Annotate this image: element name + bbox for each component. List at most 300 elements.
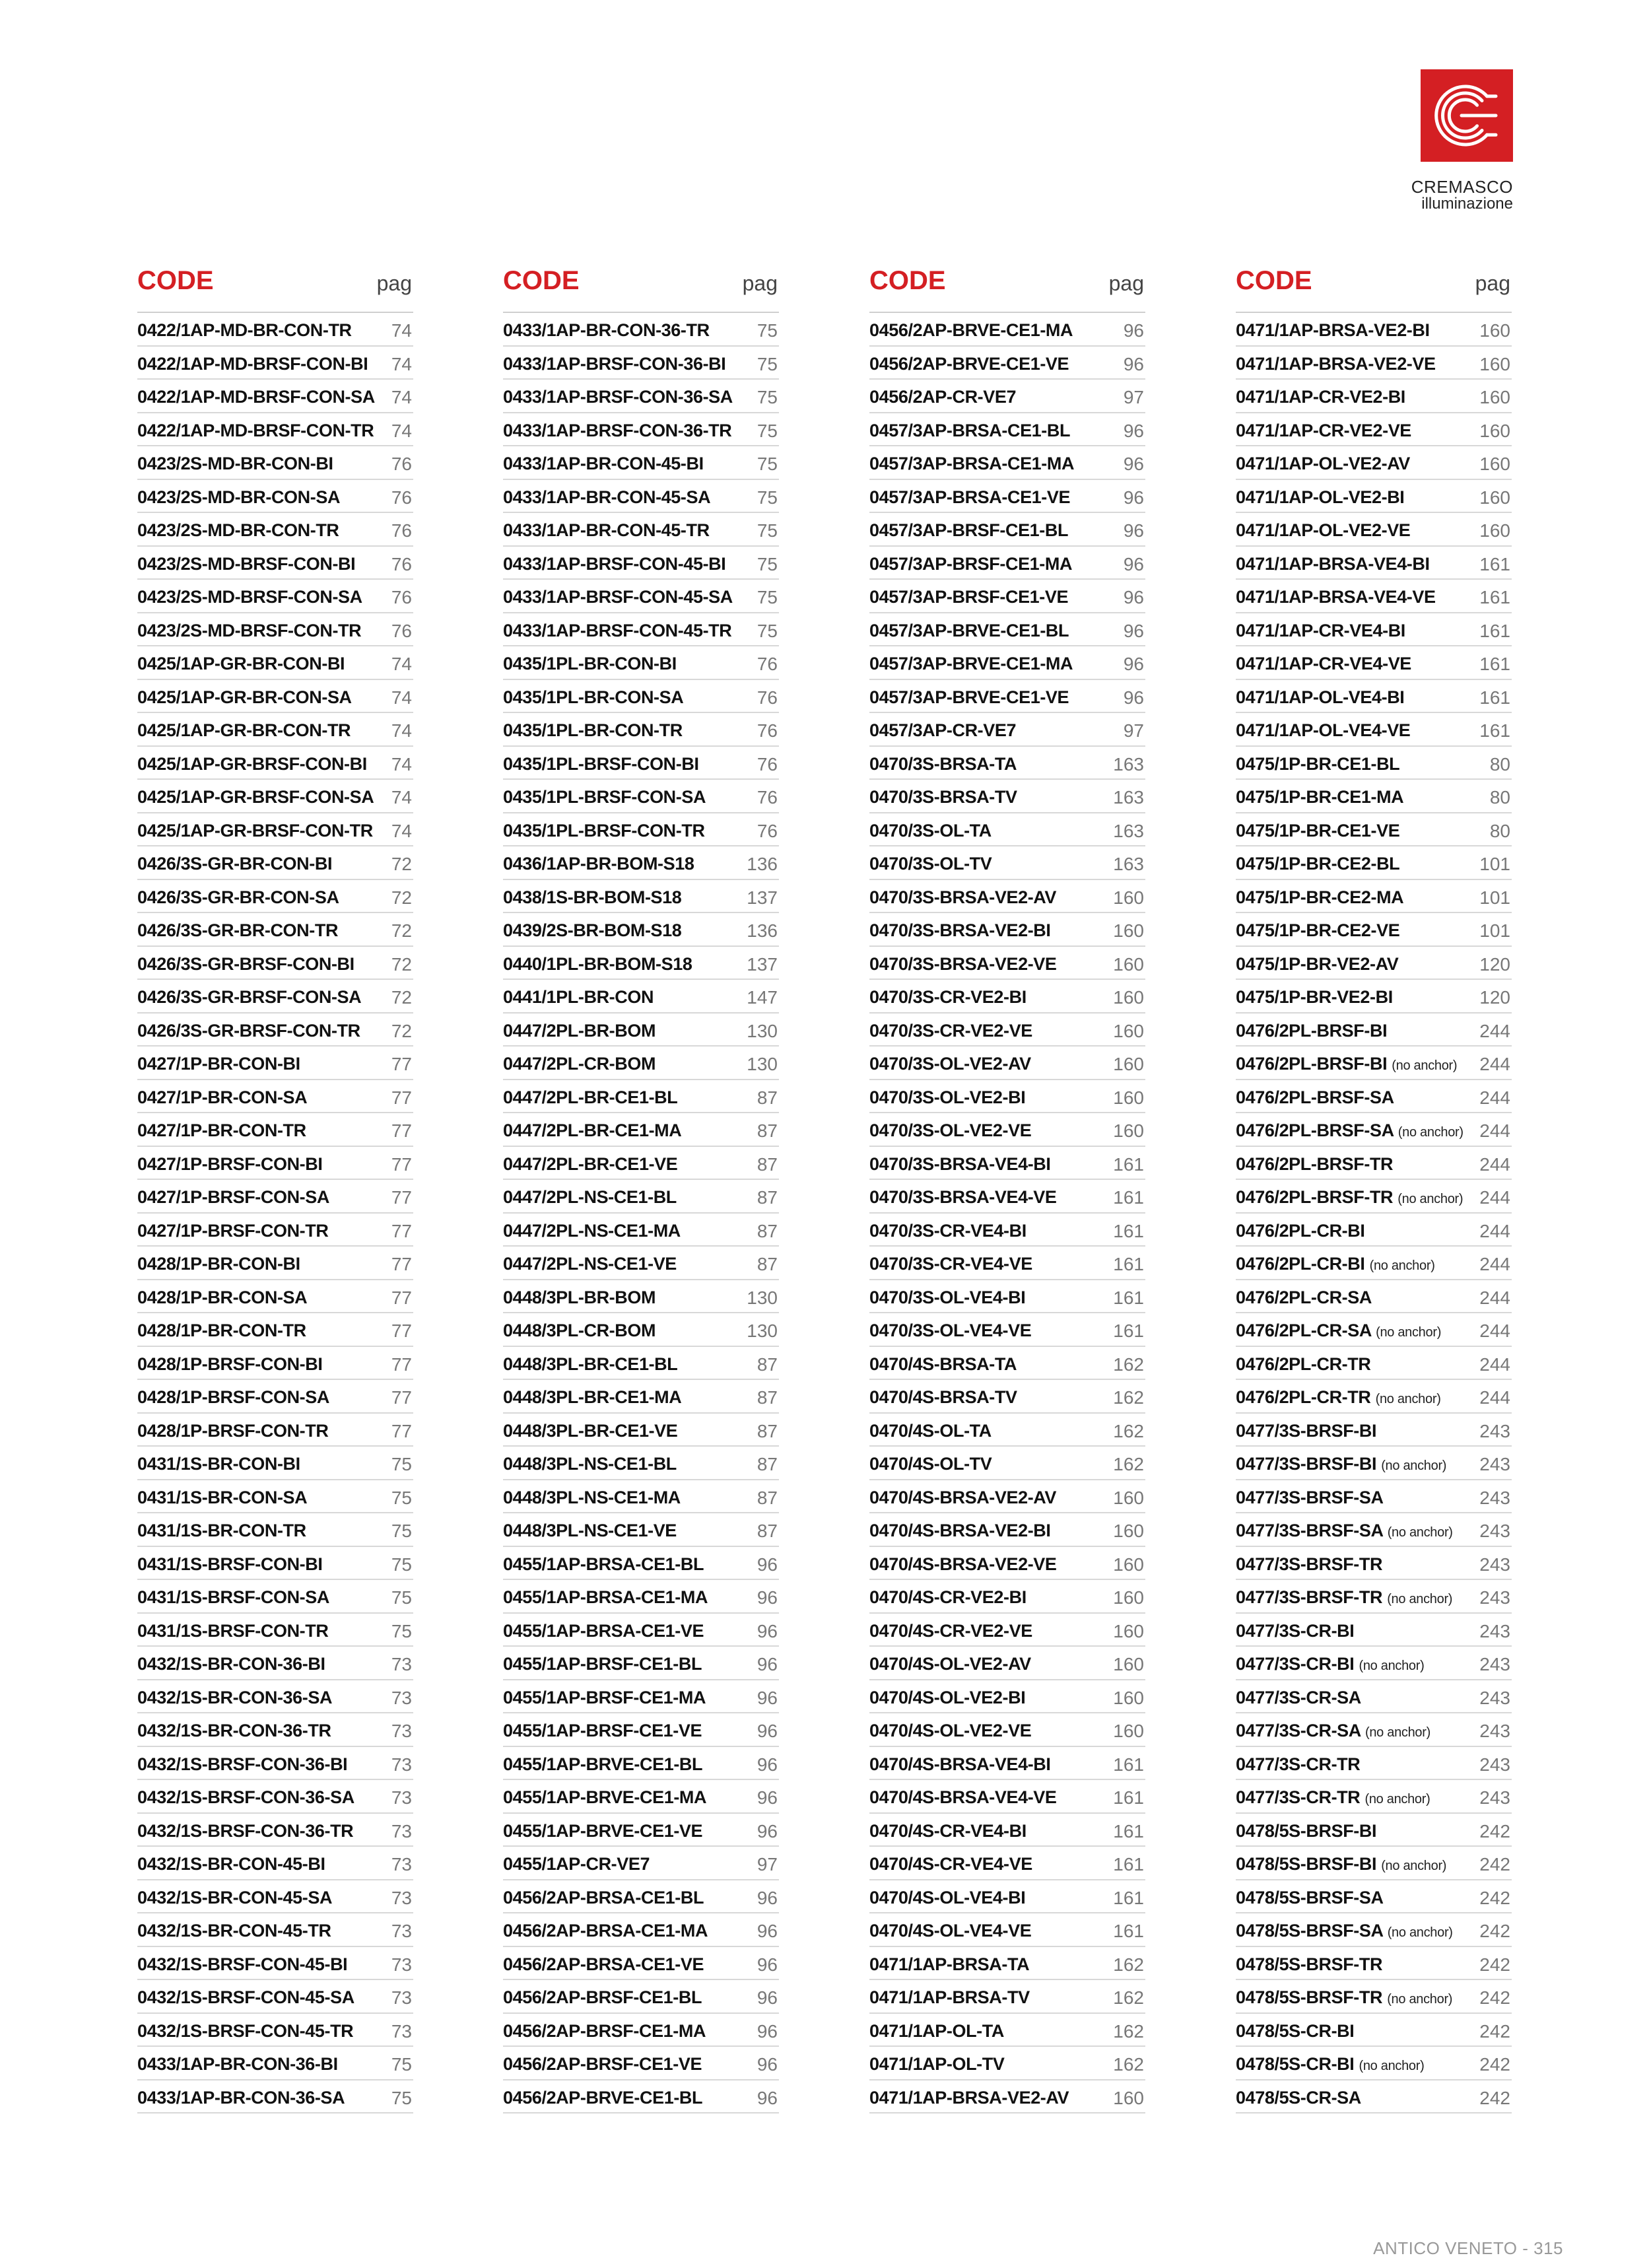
page-footer: ANTICO VENETO - 315 — [1373, 2238, 1563, 2258]
page-number: 162 — [1113, 1454, 1144, 1474]
product-code — [869, 653, 1073, 674]
product-code — [503, 1053, 656, 1074]
product-code — [137, 1920, 331, 1941]
product-code — [869, 1220, 1026, 1241]
product-code-text: 0477/3S-CR-TR — [1236, 1787, 1361, 1807]
table-row — [503, 547, 779, 580]
product-code-text: 0476/2PL-BRSF-SA — [1236, 1087, 1394, 1107]
table-row — [137, 1380, 413, 1414]
product-code-text: 0422/1AP-MD-BRSF-CON-BI — [137, 353, 368, 374]
table-row — [869, 313, 1145, 347]
product-code-text: 0448/3PL-NS-CE1-MA — [503, 1487, 681, 1507]
page-number: 75 — [757, 487, 778, 508]
table-row — [137, 2047, 413, 2080]
page-number: 77 — [391, 1187, 412, 1208]
product-code-text: 0470/4S-CR-VE4-BI — [869, 1820, 1026, 1841]
product-code — [869, 720, 1016, 741]
product-code — [1236, 1120, 1464, 1143]
table-row — [1236, 1047, 1512, 1080]
page-number: 73 — [391, 1687, 412, 1708]
table-row — [869, 813, 1145, 847]
table-row — [503, 713, 779, 747]
product-code — [137, 820, 373, 841]
page-number: 77 — [391, 1254, 412, 1274]
product-code — [503, 1153, 677, 1175]
product-code — [137, 1020, 360, 1041]
product-code-text: 0426/3S-GR-BRSF-CON-SA — [137, 987, 362, 1007]
product-code-text: 0447/2PL-BR-BOM — [503, 1020, 656, 1041]
product-code — [1236, 1087, 1394, 1108]
page-number: 160 — [1113, 1120, 1144, 1141]
product-code — [503, 920, 681, 941]
product-code-text: 0448/3PL-BR-CE1-MA — [503, 1387, 682, 1407]
table-row — [869, 1147, 1145, 1181]
page-number: 130 — [747, 1287, 778, 1308]
page-number: 75 — [391, 1487, 412, 1508]
product-code — [869, 1153, 1051, 1175]
product-code-text: 0476/2PL-CR-TR — [1236, 1387, 1371, 1407]
product-code — [503, 1387, 681, 1408]
table-row — [869, 413, 1145, 447]
product-code — [869, 1787, 1057, 1808]
page-number: 76 — [391, 620, 412, 641]
table-row — [1236, 1580, 1512, 1614]
product-code — [869, 1320, 1031, 1341]
page-number: 160 — [1113, 1487, 1144, 1508]
page-number: 96 — [1123, 654, 1144, 674]
table-row — [869, 1214, 1145, 1247]
product-code — [503, 1887, 704, 1908]
table-row — [137, 880, 413, 914]
table-row — [503, 1214, 779, 1247]
product-code — [503, 1354, 677, 1375]
page-number: 120 — [1479, 987, 1510, 1008]
product-code — [1236, 920, 1399, 941]
product-code-text: 0456/2AP-BRVE-CE1-MA — [869, 320, 1073, 340]
product-code-text: 0470/3S-OL-VE2-AV — [869, 1054, 1031, 1074]
table-row — [869, 1814, 1145, 1847]
product-code-text: 0425/1AP-GR-BR-CON-BI — [137, 654, 345, 673]
page-number: 80 — [1489, 787, 1510, 808]
product-code-text: 0455/1AP-BRSA-CE1-MA — [503, 1587, 708, 1607]
page-number: 160 — [1113, 1654, 1144, 1674]
product-code-text: 0425/1AP-GR-BR-CON-SA — [137, 687, 352, 707]
product-code — [503, 620, 731, 641]
page-number: 76 — [757, 753, 778, 774]
product-code-text: 0455/1AP-CR-VE7 — [503, 1854, 650, 1874]
table-row — [1236, 846, 1512, 880]
product-code-text: 0456/2AP-BRSA-CE1-MA — [503, 1921, 708, 1941]
product-code-text: 0433/1AP-BRSF-CON-36-TR — [503, 420, 732, 440]
product-code-text: 0478/5S-CR-BI — [1236, 2054, 1355, 2074]
product-code — [137, 1620, 328, 1641]
product-code-text: 0432/1S-BRSF-CON-36-SA — [137, 1787, 354, 1807]
table-row — [869, 613, 1145, 647]
page-number: 160 — [1113, 1620, 1144, 1641]
page-number: 97 — [1123, 720, 1144, 741]
product-code-text: 0428/1P-BR-CON-TR — [137, 1321, 306, 1340]
product-code — [503, 1120, 681, 1141]
table-row — [1236, 1313, 1512, 1347]
page-number: 74 — [391, 353, 412, 374]
table-row — [503, 1180, 779, 1214]
product-code — [137, 487, 340, 508]
page-number: 76 — [391, 487, 412, 508]
table-row — [503, 747, 779, 780]
page-number: 96 — [757, 2020, 778, 2042]
page-number: 242 — [1479, 1921, 1510, 1941]
product-code-text: 0457/3AP-BRSF-CE1-VE — [869, 587, 1069, 607]
table-row — [869, 1347, 1145, 1381]
product-code-text: 0457/3AP-BRVE-CE1-BL — [869, 620, 1069, 640]
page-number: 243 — [1479, 1521, 1510, 1541]
table-row — [137, 1547, 413, 1581]
product-code — [137, 1687, 332, 1708]
page-number: 96 — [757, 1554, 778, 1575]
product-code — [137, 420, 374, 441]
product-code-text: 0433/1AP-BR-CON-36-SA — [137, 2087, 345, 2108]
page-number: 76 — [391, 454, 412, 474]
page-number: 72 — [391, 887, 412, 908]
table-row — [503, 1080, 779, 1114]
table-row — [503, 580, 779, 613]
page-number: 80 — [1489, 753, 1510, 774]
page-number: 75 — [757, 587, 778, 607]
product-code-text: 0432/1S-BRSF-CON-45-BI — [137, 1954, 348, 1974]
table-row — [1236, 2080, 1512, 2114]
table-row — [1236, 1614, 1512, 1647]
product-code-text: 0448/3PL-BR-CE1-VE — [503, 1420, 678, 1441]
page-number: 96 — [1123, 420, 1144, 441]
product-code — [869, 1620, 1032, 1641]
product-code-text: 0471/1AP-BRSA-VE2-VE — [1236, 353, 1436, 374]
product-code — [503, 353, 725, 374]
page-number: 244 — [1479, 1254, 1510, 1274]
product-code — [503, 953, 692, 975]
product-code-text: 0470/4S-OL-VE2-AV — [869, 1654, 1031, 1674]
product-code — [503, 1754, 702, 1775]
table-row — [137, 1713, 413, 1747]
page-number: 160 — [1113, 1020, 1144, 1041]
page-number: 96 — [1123, 487, 1144, 508]
product-code — [137, 687, 352, 708]
page-number: 161 — [1113, 1321, 1144, 1341]
product-code-text: 0436/1AP-BR-BOM-S18 — [503, 854, 694, 874]
product-code — [137, 1520, 306, 1541]
page-number: 73 — [391, 1820, 412, 1841]
row-note: (no anchor) — [1359, 1659, 1425, 1673]
product-code-text: 0432/1S-BRSF-CON-45-TR — [137, 2020, 354, 2041]
page-number: 243 — [1479, 1721, 1510, 1741]
page-number: 160 — [1113, 987, 1144, 1008]
table-row — [869, 1680, 1145, 1714]
table-row — [869, 1113, 1145, 1147]
logo-mark-icon — [1421, 69, 1513, 162]
product-code-text: 0476/2PL-BRSF-BI — [1236, 1054, 1388, 1074]
table-row — [503, 1780, 779, 1814]
product-code-text: 0476/2PL-BRSF-TR — [1236, 1153, 1394, 1174]
table-row — [869, 713, 1145, 747]
product-code — [1236, 1787, 1430, 1810]
page-number: 136 — [747, 920, 778, 941]
table-row — [137, 1047, 413, 1080]
product-code — [1236, 1354, 1370, 1375]
page-number: 244 — [1479, 1187, 1510, 1208]
page-number: 96 — [757, 1787, 778, 1808]
product-code-text: 0471/1AP-BRSA-VE4-BI — [1236, 553, 1430, 574]
table-row — [869, 880, 1145, 914]
product-code — [1236, 1954, 1382, 1975]
table-row — [1236, 747, 1512, 780]
table-row — [503, 1247, 779, 1280]
table-row — [869, 680, 1145, 714]
page-number: 96 — [757, 2087, 778, 2108]
pag-heading: pag — [376, 271, 412, 295]
product-code — [1236, 1020, 1387, 1041]
product-code-text: 0439/2S-BR-BOM-S18 — [503, 920, 682, 940]
product-code-text: 0478/5S-BRSF-SA — [1236, 1887, 1384, 1907]
column-header — [137, 263, 413, 313]
table-row — [869, 1913, 1145, 1947]
product-code-text: 0435/1PL-BR-CON-SA — [503, 687, 684, 707]
table-row — [1236, 347, 1512, 380]
table-row — [503, 613, 779, 647]
product-code — [137, 653, 345, 674]
product-code — [503, 2020, 706, 2042]
table-row — [1236, 1414, 1512, 1447]
table-row — [137, 1347, 413, 1381]
product-code — [503, 1520, 677, 1541]
page-number: 242 — [1479, 1887, 1510, 1908]
page-number: 160 — [1113, 1554, 1144, 1575]
page-number: 160 — [1113, 1054, 1144, 1074]
product-code — [503, 1320, 656, 1341]
product-code — [137, 1653, 325, 1674]
product-code — [869, 453, 1074, 474]
page-number: 242 — [1479, 1854, 1510, 1874]
product-code-text: 0457/3AP-BRSA-CE1-MA — [869, 454, 1075, 473]
product-code — [1236, 786, 1403, 808]
page-number: 75 — [391, 1454, 412, 1474]
page-number: 76 — [757, 687, 778, 708]
product-code-text: 0470/3S-CR-VE2-VE — [869, 1020, 1032, 1041]
product-code-text: 0475/1P-BR-VE2-BI — [1236, 987, 1393, 1007]
product-code — [503, 853, 694, 874]
product-code-text: 0432/1S-BR-CON-36-BI — [137, 1654, 325, 1674]
product-code-text: 0471/1AP-CR-VE2-VE — [1236, 420, 1411, 440]
product-code-text: 0476/2PL-BRSF-TR — [1236, 1187, 1394, 1207]
product-code-text: 0448/3PL-NS-CE1-VE — [503, 1521, 677, 1540]
product-code — [869, 1186, 1057, 1208]
table-row — [137, 947, 413, 980]
page-number: 74 — [391, 320, 412, 341]
page-number: 130 — [747, 1020, 778, 1041]
table-row — [503, 1280, 779, 1314]
page-number: 160 — [1479, 454, 1510, 474]
product-code-text: 0433/1AP-BR-CON-36-BI — [137, 2054, 338, 2074]
product-code-text: 0470/4S-OL-VE4-VE — [869, 1921, 1032, 1941]
table-row — [137, 1980, 413, 2014]
table-row — [869, 1580, 1145, 1614]
page-number: 73 — [391, 1721, 412, 1741]
product-code — [503, 1287, 656, 1308]
product-code — [137, 953, 354, 975]
table-row — [137, 413, 413, 447]
product-code-text: 0478/5S-CR-SA — [1236, 2087, 1361, 2108]
product-code-text: 0470/4S-OL-VE2-VE — [869, 1721, 1032, 1740]
product-code — [1236, 1620, 1354, 1641]
product-code-text: 0477/3S-BRSF-BI — [1236, 1454, 1377, 1474]
table-row — [503, 880, 779, 914]
page-number: 244 — [1479, 1020, 1510, 1041]
product-code-text: 0447/2PL-CR-BOM — [503, 1054, 656, 1074]
table-row — [503, 1713, 779, 1747]
page-number: 96 — [757, 1754, 778, 1775]
product-code-text: 0455/1AP-BRSA-CE1-BL — [503, 1554, 704, 1574]
table-row — [1236, 1513, 1512, 1547]
product-code-text: 0432/1S-BR-CON-45-TR — [137, 1921, 331, 1941]
product-code-text: 0478/5S-BRSF-SA — [1236, 1921, 1383, 1941]
page-number: 160 — [1113, 1087, 1144, 1108]
product-code — [869, 1087, 1025, 1108]
table-row — [1236, 1347, 1512, 1381]
product-code — [137, 1220, 328, 1241]
page-number: 74 — [391, 387, 412, 407]
product-code — [503, 687, 683, 708]
row-note: (no anchor) — [1376, 1325, 1442, 1340]
page-number: 101 — [1479, 920, 1510, 941]
product-code-text: 0455/1AP-BRSF-CE1-BL — [503, 1654, 702, 1674]
page-number: 136 — [747, 854, 778, 874]
table-row — [869, 846, 1145, 880]
page-number: 161 — [1113, 1220, 1144, 1241]
page-number: 242 — [1479, 1820, 1510, 1841]
table-row — [1236, 1680, 1512, 1714]
table-row — [869, 380, 1145, 413]
product-code-text: 0457/3AP-BRSA-CE1-BL — [869, 420, 1071, 440]
table-row — [137, 2080, 413, 2114]
product-code-text: 0476/2PL-BRSF-BI — [1236, 1020, 1388, 1041]
page-number: 76 — [391, 553, 412, 574]
table-row — [503, 1747, 779, 1781]
product-code-text: 0470/4S-BRSA-VE2-VE — [869, 1554, 1057, 1574]
product-code-text: 0457/3AP-BRVE-CE1-MA — [869, 654, 1073, 673]
page-number: 160 — [1113, 1721, 1144, 1741]
product-code — [137, 920, 338, 941]
product-code — [869, 1053, 1031, 1074]
product-code-text: 0456/2AP-BRSF-CE1-MA — [503, 2020, 706, 2041]
product-code — [1236, 887, 1403, 908]
page-number: 75 — [757, 620, 778, 641]
product-code — [1236, 1653, 1424, 1676]
table-row — [869, 1280, 1145, 1314]
table-row — [1236, 913, 1512, 947]
page-number: 137 — [747, 887, 778, 908]
product-code-text: 0456/2AP-BRVE-CE1-VE — [869, 353, 1069, 374]
page-number: 162 — [1113, 1354, 1144, 1375]
product-code — [869, 1453, 992, 1474]
product-code-text: 0427/1P-BRSF-CON-SA — [137, 1187, 329, 1207]
product-code — [137, 1253, 300, 1274]
product-code — [137, 520, 339, 541]
product-code-text: 0423/2S-MD-BR-CON-TR — [137, 520, 339, 540]
product-code-text: 0447/2PL-NS-CE1-VE — [503, 1254, 677, 1274]
product-code — [1236, 753, 1399, 774]
product-code-text: 0431/1S-BR-CON-TR — [137, 1521, 306, 1540]
product-code — [137, 1287, 307, 1308]
product-code — [1236, 1287, 1372, 1308]
product-code — [137, 2087, 345, 2108]
table-row — [137, 747, 413, 780]
table-row — [503, 1047, 779, 1080]
page-number: 77 — [391, 1153, 412, 1175]
page-number: 97 — [1123, 387, 1144, 407]
product-code-text: 0470/3S-BRSA-VE4-VE — [869, 1187, 1057, 1207]
product-code-text: 0435/1PL-BR-CON-TR — [503, 720, 683, 740]
product-code-text: 0470/4S-OL-TA — [869, 1420, 992, 1441]
product-code — [503, 1687, 706, 1708]
page-number: 162 — [1113, 2020, 1144, 2042]
product-code-text: 0426/3S-GR-BR-CON-TR — [137, 920, 339, 940]
row-note: (no anchor) — [1381, 1859, 1447, 1873]
product-code-text: 0426/3S-GR-BR-CON-BI — [137, 854, 333, 874]
table-row — [869, 2080, 1145, 2114]
product-code-text: 0433/1AP-BR-CON-36-TR — [503, 320, 710, 340]
page-number: 96 — [757, 1587, 778, 1608]
table-row — [1236, 1713, 1512, 1747]
page-number: 75 — [391, 2087, 412, 2108]
product-code-text: 0431/1S-BRSF-CON-BI — [137, 1554, 323, 1574]
page-number: 137 — [747, 953, 778, 975]
table-row — [137, 313, 413, 347]
table-row — [137, 1247, 413, 1280]
product-code — [869, 2020, 1004, 2042]
table-row — [869, 1647, 1145, 1680]
pag-heading: pag — [1475, 271, 1510, 295]
page-number: 76 — [757, 720, 778, 741]
table-row — [869, 646, 1145, 680]
page-number: 160 — [1479, 487, 1510, 508]
product-code-text: 0456/2AP-BRSA-CE1-BL — [503, 1887, 704, 1907]
table-row — [869, 347, 1145, 380]
product-code — [869, 1253, 1032, 1274]
product-code-text: 0476/2PL-CR-TR — [1236, 1354, 1371, 1374]
row-note: (no anchor) — [1369, 1258, 1435, 1273]
product-code-text: 0432/1S-BR-CON-45-BI — [137, 1854, 325, 1874]
product-code-text: 0422/1AP-MD-BRSF-CON-TR — [137, 420, 374, 440]
page-number: 101 — [1479, 887, 1510, 908]
table-row — [137, 1180, 413, 1214]
table-row — [1236, 1814, 1512, 1847]
table-row — [503, 1847, 779, 1880]
product-code-text: 0428/1P-BRSF-CON-BI — [137, 1354, 323, 1374]
product-code — [869, 986, 1026, 1008]
table-row — [137, 347, 413, 380]
product-code — [137, 1320, 306, 1341]
product-code — [137, 1754, 347, 1775]
product-code — [1236, 2020, 1354, 2042]
table-row — [869, 1947, 1145, 1981]
page-number: 243 — [1479, 1620, 1510, 1641]
table-row — [1236, 1947, 1512, 1981]
table-row — [1236, 313, 1512, 347]
table-row — [137, 480, 413, 514]
product-code-text: 0475/1P-BR-CE1-BL — [1236, 753, 1400, 774]
product-code-text: 0470/3S-BRSA-VE4-BI — [869, 1153, 1051, 1174]
product-code-text: 0448/3PL-NS-CE1-BL — [503, 1454, 677, 1474]
page-number: 74 — [391, 420, 412, 441]
page-number: 74 — [391, 720, 412, 741]
